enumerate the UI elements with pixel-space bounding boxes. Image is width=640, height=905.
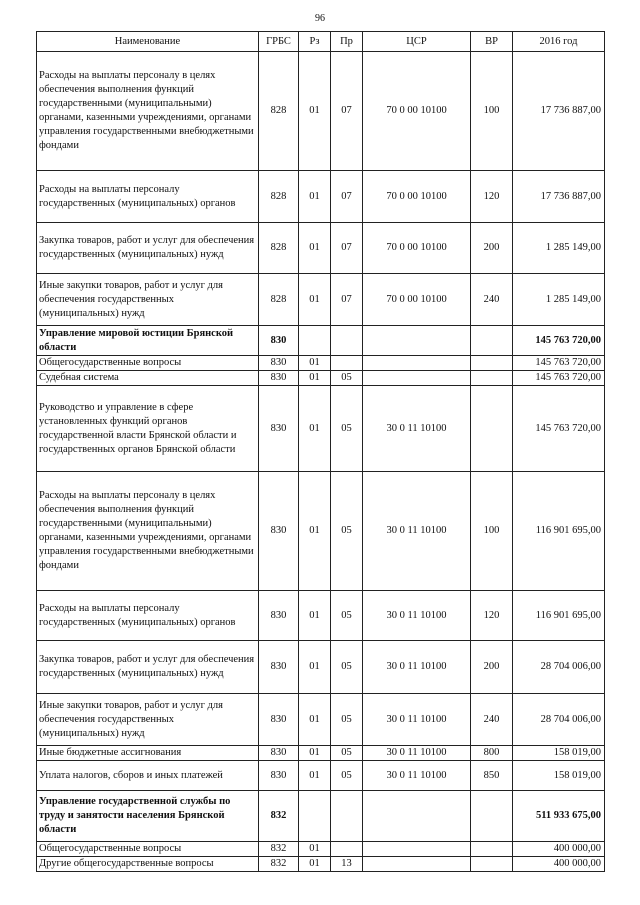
row-name: Уплата налогов, сборов и иных платежей (37, 761, 259, 791)
row-grbs: 830 (259, 694, 299, 746)
row-grbs: 830 (259, 371, 299, 386)
row-pr: 05 (331, 641, 363, 694)
row-vr (471, 857, 513, 872)
row-amount: 145 763 720,00 (513, 386, 605, 472)
row-name: Другие общегосударственные вопросы (37, 857, 259, 872)
row-vr: 200 (471, 641, 513, 694)
row-rz (299, 791, 331, 842)
table-row (37, 694, 605, 746)
row-vr: 100 (471, 52, 513, 171)
row-grbs: 830 (259, 641, 299, 694)
table-row (37, 171, 605, 223)
row-name: Управление мировой юстиции Брянской области (37, 326, 259, 356)
row-name: Закупка товаров, работ и услуг для обеспечения государственных (муниципальных) нужд (37, 223, 259, 274)
column-header-csr: ЦСР (363, 32, 471, 52)
row-csr: 30 0 11 10100 (363, 694, 471, 746)
row-grbs: 828 (259, 171, 299, 223)
row-vr (471, 791, 513, 842)
row-rz: 01 (299, 857, 331, 872)
row-csr: 70 0 00 10100 (363, 274, 471, 326)
row-amount: 17 736 887,00 (513, 171, 605, 223)
column-header-name: Наименование (37, 32, 259, 52)
row-pr: 05 (331, 386, 363, 472)
row-amount: 17 736 887,00 (513, 52, 605, 171)
row-grbs: 832 (259, 857, 299, 872)
row-csr: 30 0 11 10100 (363, 472, 471, 591)
table-row (37, 386, 605, 472)
row-csr: 30 0 11 10100 (363, 591, 471, 641)
row-rz: 01 (299, 842, 331, 857)
row-name: Руководство и управление в сфере установленных функций органов государственной власти Брянской области и государственных органов Брянской области (37, 386, 259, 472)
row-grbs: 830 (259, 326, 299, 356)
row-vr: 850 (471, 761, 513, 791)
row-grbs: 828 (259, 223, 299, 274)
column-header-grbs: ГРБС (259, 32, 299, 52)
table-row (37, 52, 605, 171)
row-rz (299, 326, 331, 356)
row-vr (471, 356, 513, 371)
row-rz: 01 (299, 761, 331, 791)
row-pr (331, 791, 363, 842)
row-name: Расходы на выплаты персоналу государственных (муниципальных) органов (37, 591, 259, 641)
row-amount: 116 901 695,00 (513, 591, 605, 641)
row-csr: 70 0 00 10100 (363, 52, 471, 171)
row-pr: 05 (331, 761, 363, 791)
row-amount: 145 763 720,00 (513, 371, 605, 386)
row-vr: 240 (471, 274, 513, 326)
row-pr: 05 (331, 371, 363, 386)
table-row (37, 274, 605, 326)
row-name: Закупка товаров, работ и услуг для обеспечения государственных (муниципальных) нужд (37, 641, 259, 694)
row-rz: 01 (299, 591, 331, 641)
row-amount: 1 285 149,00 (513, 274, 605, 326)
row-rz: 01 (299, 694, 331, 746)
table-header-row (37, 32, 605, 52)
table-row (37, 761, 605, 791)
row-amount: 28 704 006,00 (513, 641, 605, 694)
row-amount: 511 933 675,00 (513, 791, 605, 842)
row-vr (471, 326, 513, 356)
row-grbs: 828 (259, 52, 299, 171)
row-pr: 05 (331, 472, 363, 591)
row-vr (471, 371, 513, 386)
row-rz: 01 (299, 746, 331, 761)
column-header-pr: Пр (331, 32, 363, 52)
table-row (37, 746, 605, 761)
row-amount: 158 019,00 (513, 761, 605, 791)
row-pr: 05 (331, 591, 363, 641)
row-amount: 116 901 695,00 (513, 472, 605, 591)
row-pr: 05 (331, 746, 363, 761)
page-number: 96 (315, 13, 325, 24)
row-pr: 07 (331, 274, 363, 326)
table-row (37, 857, 605, 872)
row-pr: 13 (331, 857, 363, 872)
row-csr (363, 326, 471, 356)
row-csr (363, 842, 471, 857)
table-row (37, 472, 605, 591)
table-row (37, 842, 605, 857)
column-header-vr: ВР (471, 32, 513, 52)
table-row (37, 371, 605, 386)
row-rz: 01 (299, 52, 331, 171)
row-rz: 01 (299, 274, 331, 326)
row-vr (471, 842, 513, 857)
row-name: Иные бюджетные ассигнования (37, 746, 259, 761)
row-amount: 400 000,00 (513, 842, 605, 857)
expenditure-table (36, 31, 605, 872)
row-vr: 800 (471, 746, 513, 761)
row-vr: 120 (471, 591, 513, 641)
row-grbs: 830 (259, 761, 299, 791)
row-name: Общегосударственные вопросы (37, 356, 259, 371)
row-rz: 01 (299, 641, 331, 694)
row-name: Судебная система (37, 371, 259, 386)
row-grbs: 830 (259, 356, 299, 371)
table-row (37, 326, 605, 356)
row-grbs: 828 (259, 274, 299, 326)
row-rz: 01 (299, 386, 331, 472)
row-amount: 158 019,00 (513, 746, 605, 761)
row-csr: 30 0 11 10100 (363, 386, 471, 472)
row-name: Расходы на выплаты персоналу государственных (муниципальных) органов (37, 171, 259, 223)
row-csr (363, 791, 471, 842)
row-vr: 240 (471, 694, 513, 746)
table-row (37, 591, 605, 641)
row-grbs: 830 (259, 386, 299, 472)
row-csr (363, 857, 471, 872)
row-pr: 07 (331, 171, 363, 223)
row-name: Управление государственной службы по труду и занятости населения Брянской области (37, 791, 259, 842)
row-grbs: 830 (259, 591, 299, 641)
table-row (37, 356, 605, 371)
row-name: Расходы на выплаты персоналу в целях обеспечения выполнения функций государственными (муниципальными) органами, казенными учреждениями, органами управления государственными внебюджетными фондами (37, 472, 259, 591)
row-rz: 01 (299, 371, 331, 386)
row-csr: 70 0 00 10100 (363, 171, 471, 223)
row-csr: 30 0 11 10100 (363, 641, 471, 694)
row-csr (363, 356, 471, 371)
row-pr: 07 (331, 223, 363, 274)
row-pr (331, 842, 363, 857)
row-vr: 200 (471, 223, 513, 274)
table-row (37, 641, 605, 694)
table-row (37, 223, 605, 274)
row-pr: 05 (331, 694, 363, 746)
table-row (37, 791, 605, 842)
row-amount: 1 285 149,00 (513, 223, 605, 274)
row-csr: 70 0 00 10100 (363, 223, 471, 274)
row-csr: 30 0 11 10100 (363, 746, 471, 761)
row-amount: 145 763 720,00 (513, 356, 605, 371)
row-pr (331, 356, 363, 371)
row-amount: 400 000,00 (513, 857, 605, 872)
row-vr (471, 386, 513, 472)
row-grbs: 832 (259, 842, 299, 857)
row-amount: 28 704 006,00 (513, 694, 605, 746)
row-csr (363, 371, 471, 386)
row-pr: 07 (331, 52, 363, 171)
row-grbs: 830 (259, 746, 299, 761)
row-vr: 100 (471, 472, 513, 591)
row-rz: 01 (299, 472, 331, 591)
row-name: Расходы на выплаты персоналу в целях обеспечения выполнения функций государственными (муниципальными) органами, казенными учреждениями, органами управления государственными внебюджетными фондами (37, 52, 259, 171)
row-rz: 01 (299, 171, 331, 223)
row-rz: 01 (299, 356, 331, 371)
row-grbs: 832 (259, 791, 299, 842)
row-vr: 120 (471, 171, 513, 223)
column-header-year: 2016 год (513, 32, 605, 52)
row-grbs: 830 (259, 472, 299, 591)
row-name: Иные закупки товаров, работ и услуг для обеспечения государственных (муниципальных) нужд (37, 694, 259, 746)
row-amount: 145 763 720,00 (513, 326, 605, 356)
column-header-rz: Рз (299, 32, 331, 52)
row-name: Общегосударственные вопросы (37, 842, 259, 857)
row-rz: 01 (299, 223, 331, 274)
row-csr: 30 0 11 10100 (363, 761, 471, 791)
row-name: Иные закупки товаров, работ и услуг для обеспечения государственных (муниципальных) нужд (37, 274, 259, 326)
row-pr (331, 326, 363, 356)
